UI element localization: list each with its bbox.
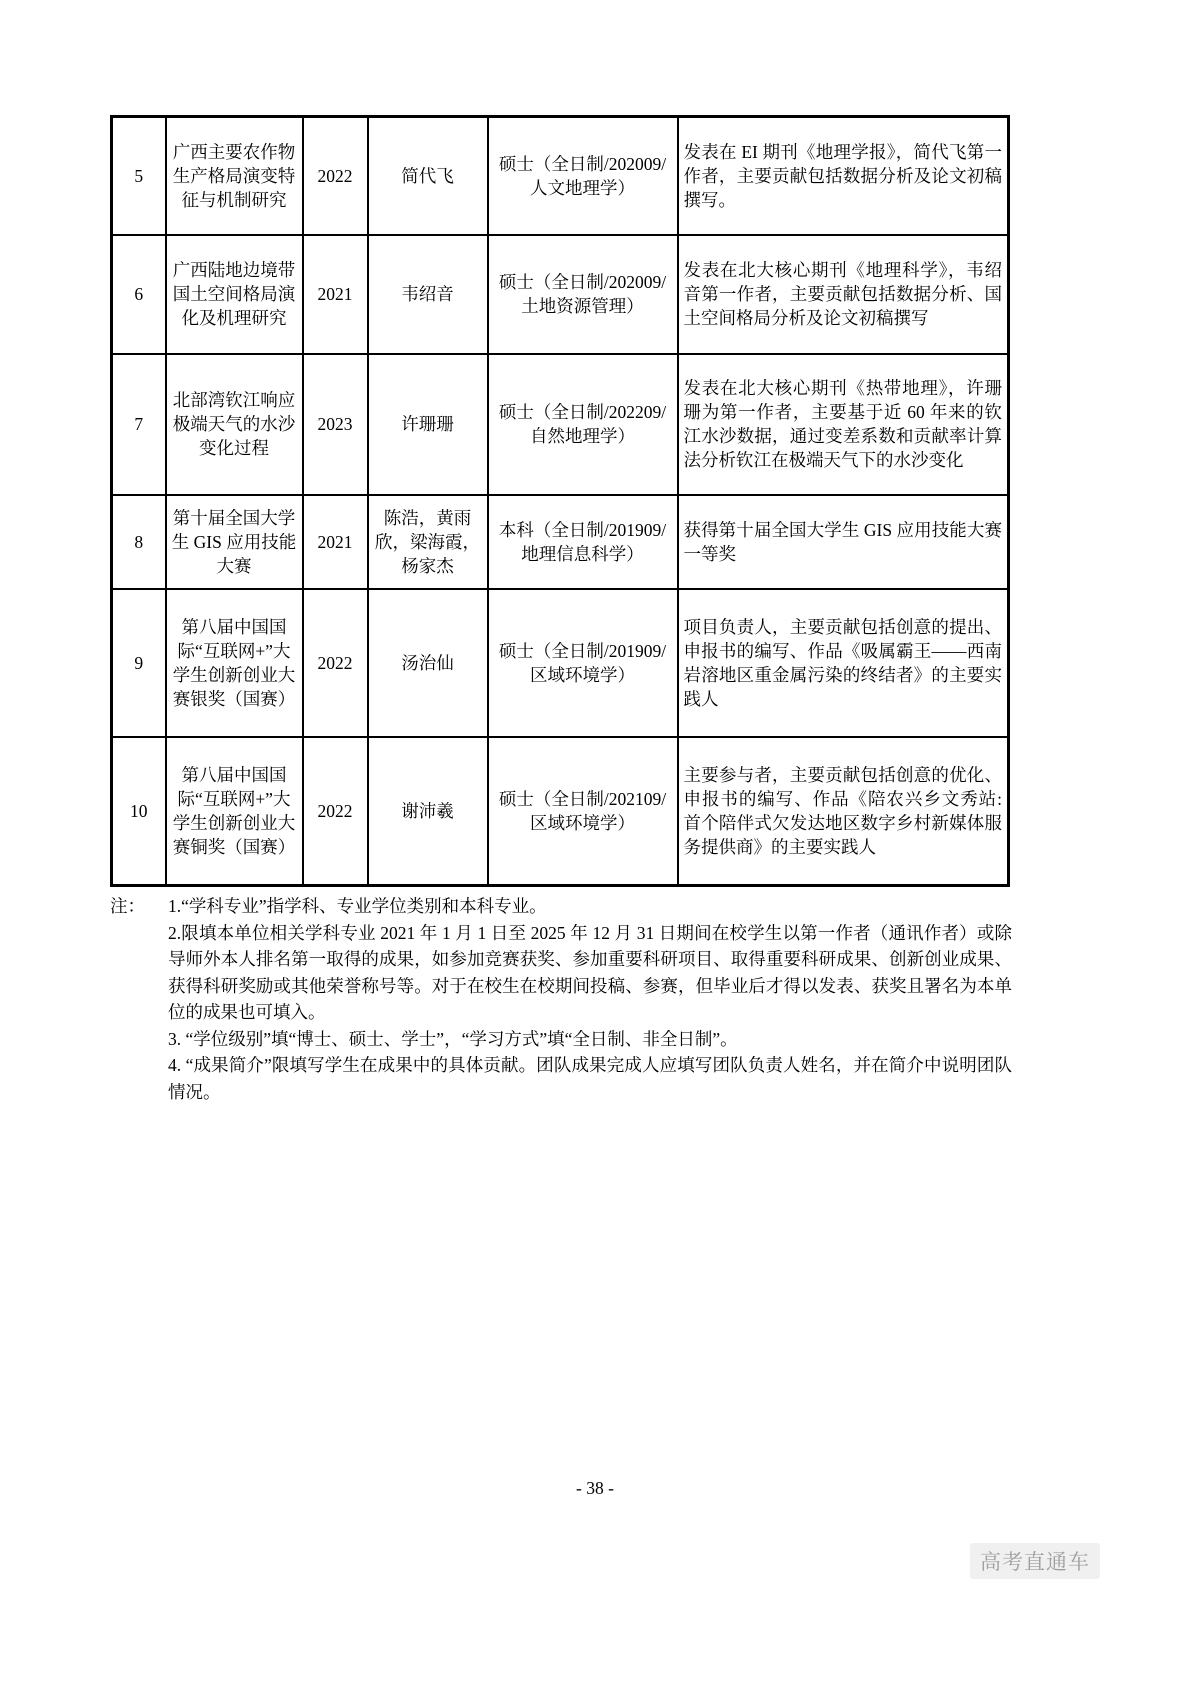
cell-students: 许珊珊 [368,354,488,495]
cell-degree: 硕士（全日制/202009/土地资源管理） [488,235,678,354]
cell-year: 2021 [303,235,368,354]
cell-degree: 本科（全日制/201909/地理信息科学） [488,495,678,589]
cell-description: 发表在北大核心期刊《热带地理》，许珊珊为第一作者，主要基于近 60 年来的钦江水沙数据，通过变差系数和贡献率计算法分析钦江在极端天气下的水沙变化 [678,354,1009,495]
cell-year: 2022 [303,737,368,886]
cell-year: 2022 [303,117,368,235]
note-item-1: 1.“学科专业”指学科、专业学位类别和本科专业。 [168,896,547,916]
cell-description: 项目负责人，主要贡献包括创意的提出、申报书的编写、作品《吸属霸王——西南岩溶地区重金属污染的终结者》的主要实践人 [678,589,1009,737]
cell-degree: 硕士（全日制/202009/人文地理学） [488,117,678,235]
cell-name: 第八届中国国际“互联网+”大学生创新创业大赛铜奖（国赛） [166,737,303,886]
table-row [112,235,1009,354]
note-item-3: 3. “学位级别”填“博士、硕士、学士”，“学习方式”填“全日制、非全日制”。 [168,1028,738,1049]
table-row [112,354,1009,495]
page-number: - 38 - [576,1478,614,1498]
cell-id: 6 [112,235,166,354]
table-row [112,495,1009,589]
cell-degree: 硕士（全日制/201909/区域环境学） [488,589,678,737]
note-item-2: 2.限填本单位相关学科专业 2021 年 1 月 1 日至 2025 年 12 月 31 日期间在校学生以第一作者（通讯作者）或除导师外本人排名第一取得的成果，如参加竞赛获奖、参加重要科研项目、取得重要科研成果、创新创业成果、获得科研奖励或其他荣誉称号等。对于在校生在校期间投稿、参赛，但毕业后才得以发表、获奖且署名为本单位的成果也可填入。 [168,922,1012,1022]
cell-degree: 硕士（全日制/202209/自然地理学） [488,354,678,495]
cell-year: 2021 [303,495,368,589]
cell-description: 主要参与者，主要贡献包括创意的优化、申报书的编写、作品《陪农兴乡文秀站: 首个陪伴式欠发达地区数字乡村新媒体服务提供商》的主要实践人 [678,737,1009,886]
cell-description: 发表在 EI 期刊《地理学报》，简代飞第一作者，主要贡献包括数据分析及论文初稿撰写。 [678,117,1009,235]
notes-section [110,893,1012,1105]
table-row [112,737,1009,886]
cell-description: 发表在北大核心期刊《地理科学》，韦绍音第一作者，主要贡献包括数据分析、国土空间格局分析及论文初稿撰写 [678,235,1009,354]
cell-year: 2022 [303,589,368,737]
cell-id: 8 [112,495,166,589]
cell-degree: 硕士（全日制/202109/区域环境学） [488,737,678,886]
cell-students: 汤治仙 [368,589,488,737]
cell-students: 简代飞 [368,117,488,235]
note-item-4: 4. “成果简介”限填写学生在成果中的具体贡献。团队成果完成人应填写团队负责人姓名，并在简介中说明团队情况。 [168,1055,1012,1102]
cell-students: 谢沛羲 [368,737,488,886]
cell-students: 陈浩，黄雨欣，梁海霞，杨家杰 [368,495,488,589]
cell-id: 5 [112,117,166,235]
cell-name: 广西陆地边境带国土空间格局演化及机理研究 [166,235,303,354]
table-row [112,589,1009,737]
cell-id: 7 [112,354,166,495]
cell-students: 韦绍音 [368,235,488,354]
cell-name: 第八届中国国际“互联网+”大学生创新创业大赛银奖（国赛） [166,589,303,737]
cell-id: 10 [112,737,166,886]
cell-id: 9 [112,589,166,737]
cell-description: 获得第十届全国大学生 GIS 应用技能大赛一等奖 [678,495,1009,589]
notes-label: 注： [110,896,145,916]
cell-name: 第十届全国大学生 GIS 应用技能大赛 [166,495,303,589]
cell-name: 广西主要农作物生产格局演变特征与机制研究 [166,117,303,235]
watermark-badge: 高考直通车 [970,1543,1100,1579]
student-achievements-table [110,115,1010,887]
cell-year: 2023 [303,354,368,495]
cell-name: 北部湾钦江响应极端天气的水沙变化过程 [166,354,303,495]
table-row [112,117,1009,235]
